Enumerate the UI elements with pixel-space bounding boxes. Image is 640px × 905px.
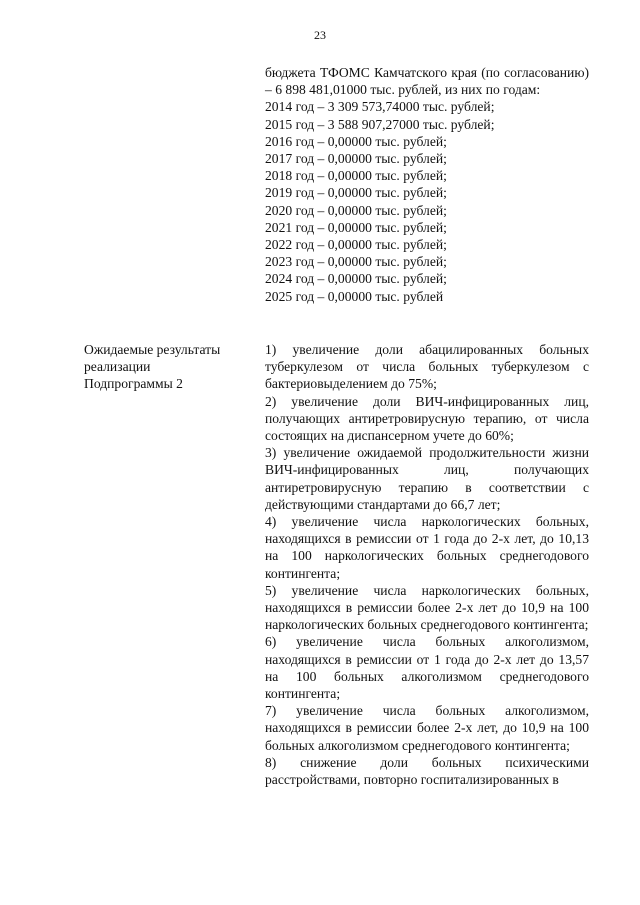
result-item: 3) увеличение ожидаемой продолжительности жизни ВИЧ-инфицированных лиц, получающих антиретровирусную терапию в соответствии с действующими стандартами до 66,7 лет; [265, 445, 589, 512]
financing-years-list [265, 98, 589, 304]
financing-year-line: 2018 год – 0,00000 тыс. рублей; [265, 168, 447, 184]
results-label-line: Подпрограммы 2 [84, 376, 183, 392]
financing-block [265, 64, 589, 305]
result-item: 2) увеличение доли ВИЧ-инфицированных лиц, получающих антиретровирусную терапию, от числа состоящих на диспансерном учете до 60%; [265, 393, 589, 444]
result-item: 5) увеличение числа наркологических больных, находящихся в ремиссии более 2-х лет до 10,9 на 100 наркологических больных среднегодового контингента; [265, 582, 589, 633]
financing-year-line: 2024 год – 0,00000 тыс. рублей; [265, 271, 447, 287]
results-label [84, 341, 254, 393]
result-item: 4) увеличение числа наркологических больных, находящихся в ремиссии от 1 года до 2-х лет, до 10,13 на 100 наркологических больных среднегодового контингента; [265, 514, 589, 581]
financing-year-line: 2021 год – 0,00000 тыс. рублей; [265, 219, 447, 235]
financing-year-line: 2014 год – 3 309 573,74000 тыс. рублей; [265, 99, 495, 115]
financing-year-line: 2022 год – 0,00000 тыс. рублей; [265, 237, 447, 253]
financing-intro: бюджета ТФОМС Камчатского края (по согласованию) – 6 898 481,01000 тыс. рублей, из них по годам: [265, 65, 589, 98]
result-item: 7) увеличение числа больных алкоголизмом, находящихся в ремиссии более 2-х лет, до 10,9 на 100 больных алкоголизмом среднегодового контингента; [265, 703, 589, 753]
page-number: 23 [314, 28, 326, 42]
results-label-line: Ожидаемые результаты [84, 342, 221, 357]
financing-year-line: 2019 год – 0,00000 тыс. рублей; [265, 185, 447, 201]
result-item: 6) увеличение числа больных алкоголизмом, находящихся в ремиссии от 1 года до 2-х лет до 13,57 на 100 больных алкоголизмом среднегодового контингента; [265, 634, 589, 702]
financing-year-line: 2015 год – 3 588 907,27000 тыс. рублей; [265, 116, 495, 132]
financing-year-line: 2020 год – 0,00000 тыс. рублей; [265, 202, 447, 218]
result-item: 8) снижение доли больных психическими расстройствами, повторно госпитализированных в [265, 754, 589, 788]
results-label-line: реализации [84, 359, 151, 375]
financing-year-line: 2017 год – 0,00000 тыс. рублей; [265, 151, 447, 167]
results-list [265, 341, 589, 788]
financing-year-line: 2023 год – 0,00000 тыс. рублей; [265, 254, 447, 270]
financing-year-line: 2016 год – 0,00000 тыс. рублей; [265, 133, 447, 149]
result-item: 1) увеличение доли абацилированных больных туберкулезом от числа больных туберкулезом с бактериовыделением до 75%; [265, 342, 589, 392]
financing-year-line: 2025 год – 0,00000 тыс. рублей [265, 288, 444, 304]
